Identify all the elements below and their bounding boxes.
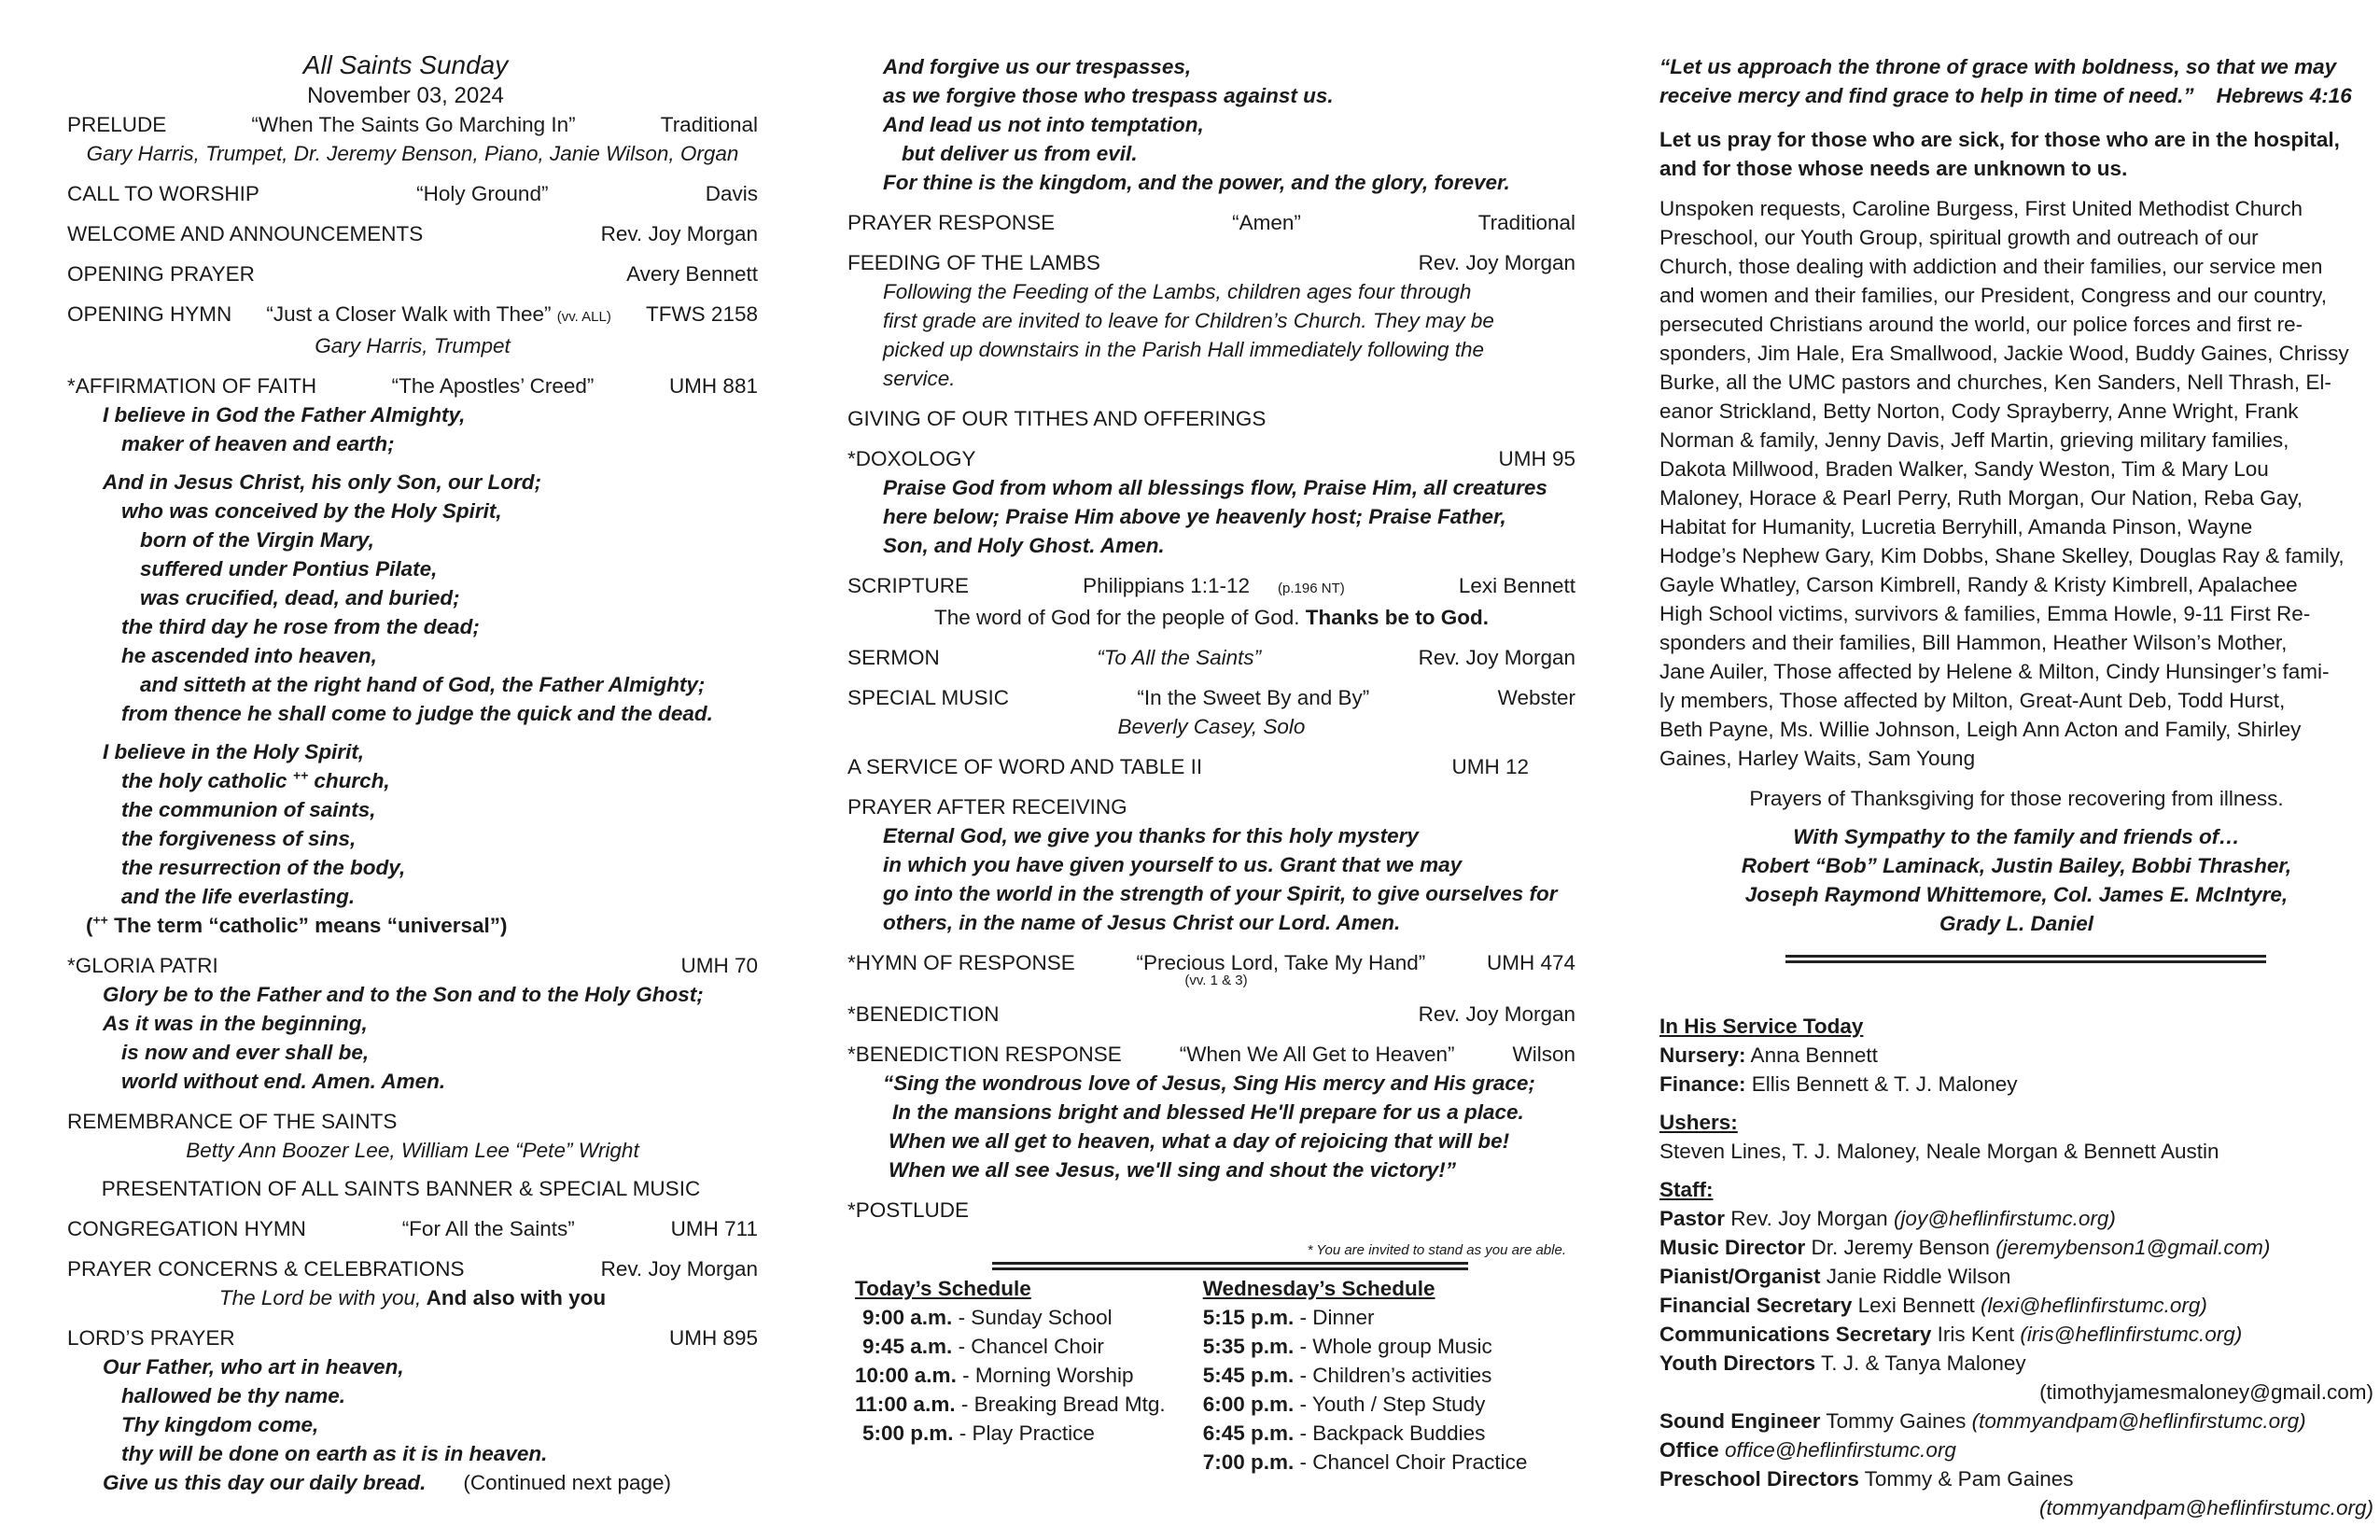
liturgy-call: The Lord be with you, xyxy=(218,1286,422,1309)
gloria-label: *GLORIA PATRI xyxy=(67,954,218,977)
continued-note: (Continued next page) xyxy=(463,1471,672,1494)
scripture-reference: Philippians 1:1-12 xyxy=(1083,574,1251,597)
staff-row xyxy=(1659,1320,2373,1349)
prayer-list-line: persecuted Christians around the world, our police forces and first re- xyxy=(1659,313,2303,336)
role-email: (tommyandpam@heflinfirstumc.org) xyxy=(1971,1409,2306,1433)
opening-hymn-performer: Gary Harris, Trumpet xyxy=(315,334,511,357)
schedule-time: 9:00 a.m. xyxy=(862,1306,953,1329)
role-email: (jeremybenson1@gmail.com) xyxy=(1995,1236,2271,1259)
presentation-heading: PRESENTATION OF ALL SAINTS BANNER & SPECIAL MUSIC xyxy=(101,1177,701,1200)
feeding-row xyxy=(847,248,1575,277)
prayer-list-line: Jane Auiler, Those affected by Helene & Milton, Cindy Hunsinger’s fami- xyxy=(1659,660,2330,683)
list-item xyxy=(1203,1419,1528,1448)
welcome-row xyxy=(67,219,758,248)
service-today-heading: In His Service Today xyxy=(1659,1015,1864,1038)
quote-reference: Hebrews 4:16 xyxy=(2216,84,2352,107)
opening-hymn-title: “Just a Closer Walk with Thee” xyxy=(266,302,552,326)
prelude-title: “When The Saints Go Marching In” xyxy=(251,113,576,136)
sermon-label: SERMON xyxy=(847,646,940,669)
special-music-title: “In the Sweet By and By” xyxy=(1137,686,1370,709)
role-label: Office xyxy=(1659,1438,1719,1462)
doxology-line: Son, and Holy Ghost. Amen. xyxy=(883,534,1165,557)
benediction-response-text xyxy=(847,1069,1575,1184)
prayer-list-line: eanor Strickland, Betty Norton, Cody Sprayberry, Anne Wright, Frank xyxy=(1659,399,2299,423)
thanksgiving-text: Prayers of Thanksgiving for those recovering from illness. xyxy=(1749,787,2284,810)
creed-line: the communion of saints, xyxy=(121,798,376,821)
prayer-after-text xyxy=(847,821,1575,937)
benediction-response-row xyxy=(847,1040,1575,1069)
list-item xyxy=(1203,1361,1528,1390)
prayer-list-line: Maloney, Horace & Pearl Perry, Ruth Morgan, Our Nation, Reba Gay, xyxy=(1659,486,2303,510)
prayer-response-title: “Amen” xyxy=(1232,211,1301,234)
sympathy-block xyxy=(1659,822,2373,938)
hymn-line: In the mansions bright and blessed He'll prepare for us a place. xyxy=(892,1100,1524,1124)
schedule-time: 5:45 p.m. xyxy=(1202,1364,1295,1387)
scripture-reader: Lexi Bennett xyxy=(1458,574,1575,597)
hymn-response-title: “Precious Lord, Take My Hand” xyxy=(1136,951,1426,974)
gloria-line: Glory be to the Father and to the Son and to the Holy Ghost; xyxy=(103,983,704,1006)
schedule-time: 5:00 p.m. xyxy=(862,1421,954,1445)
role-name: Lexi Bennett xyxy=(1852,1294,1981,1317)
prayer-response-label: PRAYER RESPONSE xyxy=(847,211,1056,234)
sympathy-line: Joseph Raymond Whittemore, Col. James E. McIntyre, xyxy=(1744,883,2289,906)
prayer-heading: Let us pray for those who are sick, for those who are in the hospital, and for those whose needs are unknown to us. xyxy=(1659,128,2340,180)
prayer-line: thy will be done on earth as it is in heaven. xyxy=(121,1442,548,1465)
announcements-column xyxy=(1659,52,2373,1522)
prayer-list-line: Dakota Millwood, Braden Walker, Sandy Weston, Tim & Mary Lou xyxy=(1659,457,2269,481)
affirmation-label: *AFFIRMATION OF FAITH xyxy=(67,374,317,398)
prelude-label: PRELUDE xyxy=(67,113,167,136)
word-table-label: A SERVICE OF WORD AND TABLE II xyxy=(847,755,1203,778)
role-name: T. J. & Tanya Maloney xyxy=(1815,1351,2026,1375)
creed-text: church, xyxy=(314,769,390,792)
role-name: Iris Kent xyxy=(1931,1323,2021,1346)
creed-line: And in Jesus Christ, his only Son, our Lord; xyxy=(103,470,542,494)
feeding-leader: Rev. Joy Morgan xyxy=(1418,251,1575,274)
word-table-row xyxy=(847,752,1575,781)
creed-line: I believe in the Holy Spirit, xyxy=(103,740,365,763)
feeding-line: picked up downstairs in the Parish Hall immediately following the xyxy=(883,338,1485,361)
wednesday-schedule xyxy=(1203,1274,1528,1477)
gloria-line: As it was in the beginning, xyxy=(103,1012,368,1035)
role-label: Sound Engineer xyxy=(1659,1409,1821,1433)
special-music-source: Webster xyxy=(1497,686,1575,709)
benediction-leader: Rev. Joy Morgan xyxy=(1418,1002,1575,1026)
staff-row xyxy=(1659,1435,2373,1464)
feeding-line: service. xyxy=(883,367,956,390)
remembrance-names: Betty Ann Boozer Lee, William Lee “Pete” Wright xyxy=(186,1139,639,1162)
schedule-time: 9:45 a.m. xyxy=(862,1335,953,1358)
prayer-list-line: Beth Payne, Ms. Willie Johnson, Leigh Ann Acton and Family, Shirley xyxy=(1659,718,2302,741)
word-table-source: UMH 12 xyxy=(1451,755,1529,778)
prayer-list-line: Hodge’s Nephew Gary, Kim Dobbs, Shane Skelley, Douglas Ray & family, xyxy=(1659,544,2345,567)
creed-line: from thence he shall come to judge the quick and the dead. xyxy=(121,702,713,725)
prelude-row xyxy=(67,110,758,139)
role-label: Pastor xyxy=(1659,1207,1726,1230)
section-divider xyxy=(1785,955,2266,963)
benediction-label: *BENEDICTION xyxy=(847,1002,1000,1026)
creed-line: who was conceived by the Holy Spirit, xyxy=(121,499,502,523)
schedule-time: 5:15 p.m. xyxy=(1202,1306,1295,1329)
ushers-section xyxy=(1659,1108,2373,1166)
sermon-title: “To All the Saints” xyxy=(1097,646,1262,669)
lords-prayer-source: UMH 895 xyxy=(668,1326,758,1350)
gloria-line: world without end. Amen. Amen. xyxy=(121,1070,446,1093)
prayer-list-line: Norman & family, Jenny Davis, Jeff Martin, grieving military families, xyxy=(1659,428,2289,452)
prayer-line: others, in the name of Jesus Christ our Lord. Amen. xyxy=(883,911,1401,934)
sermon-leader: Rev. Joy Morgan xyxy=(1418,646,1575,669)
creed-line: suffered under Pontius Pilate, xyxy=(140,557,438,581)
prayer-line: but deliver us from evil. xyxy=(902,142,1138,165)
doxology-source: UMH 95 xyxy=(1498,447,1575,470)
role-label: Financial Secretary xyxy=(1659,1294,1853,1317)
congregation-hymn-row xyxy=(67,1214,758,1243)
doxology-line: Praise God from whom all blessings flow, Praise Him, all creatures xyxy=(883,476,1547,499)
benediction-response-source: Wilson xyxy=(1512,1043,1575,1066)
doxology-row xyxy=(847,444,1575,473)
opening-hymn-verses: (vv. ALL) xyxy=(556,309,611,325)
role-name: Rev. Joy Morgan xyxy=(1725,1207,1894,1230)
creed-line: the third day he rose from the dead; xyxy=(121,615,480,638)
feeding-line: first grade are invited to leave for Children’s Church. They may be xyxy=(883,309,1494,332)
prayer-list-line: Preschool, our Youth Group, spiritual growth and outreach of our xyxy=(1659,226,2259,249)
schedule-event: - Breaking Bread Mtg. xyxy=(955,1393,1166,1416)
service-date: November 03, 2024 xyxy=(307,83,504,108)
order-of-worship-part-1 xyxy=(67,49,758,1497)
hymn-line: When we all get to heaven, what a day of rejoicing that will be! xyxy=(889,1129,1510,1153)
list-item xyxy=(855,1361,1166,1390)
wednesday-schedule-heading: Wednesday’s Schedule xyxy=(1202,1277,1435,1300)
quote-line-2 xyxy=(1659,81,2373,110)
schedule-event: - Chancel Choir xyxy=(952,1335,1104,1358)
prayer-list xyxy=(1659,194,2373,773)
opening-hymn-source: TFWS 2158 xyxy=(645,302,758,326)
stand-note: * You are invited to stand as you are able. xyxy=(1307,1242,1566,1258)
ushers-heading: Ushers: xyxy=(1659,1111,1738,1134)
ushers-names: Steven Lines, T. J. Maloney, Neale Morgan & Bennett Austin xyxy=(1659,1140,2219,1163)
schedule-event: - Sunday School xyxy=(952,1306,1113,1329)
creed-line: born of the Virgin Mary, xyxy=(140,528,374,552)
creed-stanza-1 xyxy=(67,400,758,458)
schedule-event: - Dinner xyxy=(1294,1306,1375,1329)
prayer-list-line: Unspoken requests, Caroline Burgess, First United Methodist Church xyxy=(1659,197,2303,220)
liturgy-call: The word of God for the people of God. xyxy=(933,606,1300,629)
role-name: Tommy & Pam Gaines xyxy=(1858,1467,2074,1491)
role-label: Nursery: xyxy=(1659,1043,1746,1067)
role-email: (lexi@heflinfirstumc.org) xyxy=(1980,1294,2207,1317)
opening-prayer-row xyxy=(67,259,758,288)
schedule-time: 11:00 a.m. xyxy=(855,1393,956,1416)
creed-line: the forgiveness of sins, xyxy=(121,827,357,850)
today-schedule xyxy=(855,1274,1166,1477)
role-label: Pianist/Organist xyxy=(1659,1265,1821,1288)
staff-row xyxy=(1659,1407,2373,1435)
list-item xyxy=(855,1419,1166,1448)
hymn-line: When we all see Jesus, we'll sing and shout the victory!” xyxy=(889,1158,1457,1182)
hymn-line: “Sing the wondrous love of Jesus, Sing His mercy and His grace; xyxy=(883,1071,1535,1095)
lords-prayer-row xyxy=(67,1323,758,1352)
creed-line: was crucified, dead, and buried; xyxy=(140,586,460,609)
role-email: (timothyjamesmaloney@gmail.com) xyxy=(2039,1380,2373,1404)
scripture-row xyxy=(847,571,1575,603)
hymn-response-source: UMH 474 xyxy=(1486,951,1575,974)
opening-prayer-label: OPENING PRAYER xyxy=(67,262,255,286)
role-name: Tommy Gaines xyxy=(1820,1409,1972,1433)
prayer-list-line: High School victims, survivors & families, Emma Howle, 9-11 First Re- xyxy=(1659,602,2311,625)
schedule-event: - Morning Worship xyxy=(956,1364,1134,1387)
prayer-list-line: Gaines, Harley Waits, Sam Young xyxy=(1659,747,1976,770)
list-item xyxy=(1203,1448,1528,1477)
creed-stanza-2 xyxy=(67,468,758,728)
prayer-list-line: sponders, Jim Hale, Era Smallwood, Jackie Wood, Buddy Gaines, Chrissy xyxy=(1659,342,2349,365)
role-label: Preschool Directors xyxy=(1659,1467,1859,1491)
role-label: Finance: xyxy=(1659,1072,1746,1096)
prayer-after-label: PRAYER AFTER RECEIVING xyxy=(847,795,1127,819)
creed-line: the resurrection of the body, xyxy=(121,856,406,879)
congregation-hymn-title: “For All the Saints” xyxy=(401,1217,575,1240)
staff-row xyxy=(1659,1378,2373,1407)
schedule-event: - Children’s activities xyxy=(1294,1364,1492,1387)
schedule-event: - Whole group Music xyxy=(1294,1335,1492,1358)
creed-line: and the life everlasting. xyxy=(121,885,356,908)
feeding-text xyxy=(847,277,1575,393)
feeding-label: FEEDING OF THE LAMBS xyxy=(847,251,1100,274)
staff-heading: Staff: xyxy=(1659,1178,1714,1201)
creed-footnote xyxy=(67,911,758,940)
sermon-row xyxy=(847,643,1575,672)
role-email: (joy@heflinfirstumc.org) xyxy=(1893,1207,2116,1230)
schedules xyxy=(847,1274,1575,1477)
creed-line-catholic xyxy=(67,766,758,795)
prayer-line: as we forgive those who trespass against us. xyxy=(883,84,1334,107)
list-item xyxy=(1203,1303,1528,1332)
special-music-row xyxy=(847,683,1575,712)
gloria-source: UMH 70 xyxy=(680,954,758,977)
remembrance-label: REMEMBRANCE OF THE SAINTS xyxy=(67,1110,398,1133)
role-name: Anna Bennett xyxy=(1745,1043,1878,1067)
doxology-label: *DOXOLOGY xyxy=(847,447,976,470)
staff-section xyxy=(1659,1175,2373,1522)
footnote-marker: ++ xyxy=(92,912,108,928)
gloria-line: is now and ever shall be, xyxy=(121,1041,370,1064)
footnote-text: The term “catholic” means “universal”) xyxy=(107,914,508,937)
role-label: Youth Directors xyxy=(1659,1351,1816,1375)
welcome-label: WELCOME AND ANNOUNCEMENTS xyxy=(67,222,424,245)
prayer-line: hallowed be thy name. xyxy=(121,1384,346,1407)
staff-row xyxy=(1659,1349,2373,1378)
role-label: Communications Secretary xyxy=(1659,1323,1932,1346)
role-name: Ellis Bennett & T. J. Maloney xyxy=(1745,1072,2018,1096)
prayer-response-row xyxy=(847,208,1575,237)
service-title: All Saints Sunday xyxy=(302,50,509,79)
benediction-row xyxy=(847,1000,1575,1029)
list-item xyxy=(1203,1390,1528,1419)
nursery-line xyxy=(1659,1041,2373,1070)
staff-row xyxy=(1659,1291,2373,1320)
list-item xyxy=(1203,1332,1528,1361)
prayer-line: And forgive us our trespasses, xyxy=(883,55,1192,78)
prayer-concerns-leader: Rev. Joy Morgan xyxy=(600,1257,758,1281)
prayer-list-line: Habitat for Humanity, Lucretia Berryhill, Amanda Pinson, Wayne xyxy=(1659,515,2253,539)
postlude-label: *POSTLUDE xyxy=(847,1198,970,1222)
affirmation-title: “The Apostles’ Creed” xyxy=(391,374,595,398)
doxology-line: here below; Praise Him above ye heavenly host; Praise Father, xyxy=(883,505,1506,528)
prayer-list-line: sponders and their families, Bill Hammon, Heather Wilson’s Mother, xyxy=(1659,631,2288,654)
lords-prayer-label: LORD’S PRAYER xyxy=(67,1326,235,1350)
staff-row xyxy=(1659,1204,2373,1233)
sympathy-line: With Sympathy to the family and friends of… xyxy=(1793,825,2240,848)
schedule-time: 6:45 p.m. xyxy=(1202,1421,1295,1445)
staff-row xyxy=(1659,1262,2373,1291)
special-music-label: SPECIAL MUSIC xyxy=(847,686,1009,709)
role-email: office@heflinfirstumc.org xyxy=(1718,1438,1956,1462)
prelude-source: Traditional xyxy=(660,113,758,136)
list-item xyxy=(855,1303,1166,1332)
prayer-list-line: Burke, all the UMC pastors and churches, Ken Sanders, Nell Thrash, El- xyxy=(1659,371,2331,394)
affirmation-row xyxy=(67,371,758,400)
prayer-response-source: Traditional xyxy=(1477,211,1575,234)
gloria-row xyxy=(67,951,758,980)
staff-row xyxy=(1659,1464,2373,1493)
creed-line: and sitteth at the right hand of God, the Father Almighty; xyxy=(140,673,706,696)
schedule-event: - Youth / Step Study xyxy=(1294,1393,1486,1416)
prayer-line: go into the world in the strength of your Spirit, to give ourselves for xyxy=(883,882,1558,905)
liturgy-response: Thanks be to God. xyxy=(1299,606,1489,629)
benediction-response-title: “When We All Get to Heaven” xyxy=(1179,1043,1455,1066)
order-of-worship-part-2 xyxy=(847,52,1575,1477)
prayer-line: Eternal God, we give you thanks for this holy mystery xyxy=(883,824,1419,847)
role-email: (iris@heflinfirstumc.org) xyxy=(2020,1323,2243,1346)
prayer-list-line: Gayle Whatley, Carson Kimbrell, Randy & Kristy Kimbrell, Apalachee xyxy=(1659,573,2298,596)
creed-stanza-3 xyxy=(67,737,758,911)
prayer-line: And lead us not into temptation, xyxy=(883,113,1204,136)
call-to-worship-label: CALL TO WORSHIP xyxy=(67,182,259,205)
list-item xyxy=(855,1332,1166,1361)
schedule-time: 10:00 a.m. xyxy=(855,1364,957,1387)
schedule-event: - Chancel Choir Practice xyxy=(1294,1450,1528,1474)
creed-line: I believe in God the Father Almighty, xyxy=(103,403,466,427)
prayer-concerns-label: PRAYER CONCERNS & CELEBRATIONS xyxy=(67,1257,465,1281)
prayer-line: For thine is the kingdom, and the power, and the glory, forever. xyxy=(883,171,1510,194)
role-name: Janie Riddle Wilson xyxy=(1820,1265,2011,1288)
prelude-performers: Gary Harris, Trumpet, Dr. Jeremy Benson, Piano, Janie Wilson, Organ xyxy=(86,142,739,165)
hymn-response-verses: (vv. 1 & 3) xyxy=(1184,973,1248,988)
prayer-list-line: Church, those dealing with addiction and their families, our service men xyxy=(1659,255,2323,278)
staff-row xyxy=(1659,1233,2373,1262)
sympathy-line: Grady L. Daniel xyxy=(1939,912,2094,935)
sympathy-line: Robert “Bob” Laminack, Justin Bailey, Bobbi Thrasher, xyxy=(1741,854,2292,877)
feeding-line: Following the Feeding of the Lambs, children ages four through xyxy=(883,280,1472,303)
schedule-time: 5:35 p.m. xyxy=(1202,1335,1295,1358)
doxology-text xyxy=(847,473,1575,560)
congregation-hymn-source: UMH 711 xyxy=(670,1217,758,1240)
scripture-quote xyxy=(1659,52,2373,110)
schedule-divider xyxy=(992,1262,1468,1270)
opening-hymn-label: OPENING HYMN xyxy=(67,302,232,326)
staff-row xyxy=(1659,1493,2373,1522)
hymn-response-label: *HYMN OF RESPONSE xyxy=(847,951,1075,974)
opening-hymn-row xyxy=(67,300,758,331)
role-label: Music Director xyxy=(1659,1236,1806,1259)
prayer-list-line: ly members, Those affected by Milton, Great-Aunt Deb, Todd Hurst, xyxy=(1659,689,2286,712)
scripture-response xyxy=(847,603,1575,632)
finance-line xyxy=(1659,1070,2373,1099)
special-music-performer: Beverly Casey, Solo xyxy=(1117,715,1306,738)
call-to-worship-row xyxy=(67,179,758,208)
schedule-event: - Backpack Buddies xyxy=(1294,1421,1486,1445)
schedule-time: 6:00 p.m. xyxy=(1202,1393,1295,1416)
prayer-text: Give us this day our daily bread. xyxy=(103,1471,427,1494)
prayer-concerns-row xyxy=(67,1254,758,1283)
affirmation-source: UMH 881 xyxy=(668,374,758,398)
creed-line: he ascended into heaven, xyxy=(121,644,377,667)
footnote-paren: ( xyxy=(86,914,93,937)
opening-prayer-leader: Avery Bennett xyxy=(626,262,758,286)
lords-prayer-continued xyxy=(847,52,1575,197)
role-email: (tommyandpam@heflinfirstumc.org) xyxy=(2039,1496,2373,1519)
quote-line: “Let us approach the throne of grace with boldness, so that we may xyxy=(1659,55,2337,78)
creed-line: maker of heaven and earth; xyxy=(121,432,395,455)
service-today-section xyxy=(1659,1012,2373,1099)
prayer-line: Our Father, who art in heaven, xyxy=(103,1355,404,1379)
prayer-line: Thy kingdom come, xyxy=(121,1413,319,1436)
prayer-concerns-response xyxy=(67,1283,758,1312)
today-schedule-heading: Today’s Schedule xyxy=(855,1277,1031,1300)
congregation-hymn-label: CONGREGATION HYMN xyxy=(67,1217,306,1240)
call-to-worship-source: Davis xyxy=(705,182,758,205)
liturgy-response: And also with you xyxy=(421,1286,607,1309)
schedule-event: - Play Practice xyxy=(953,1421,1095,1445)
schedule-time: 7:00 p.m. xyxy=(1202,1450,1295,1474)
scripture-label: SCRIPTURE xyxy=(847,574,970,597)
call-to-worship-title: “Holy Ground” xyxy=(416,182,549,205)
lords-prayer-text xyxy=(67,1352,758,1497)
creed-text: the holy catholic xyxy=(121,769,287,792)
gloria-text xyxy=(67,980,758,1096)
giving-label: GIVING OF OUR TITHES AND OFFERINGS xyxy=(847,407,1267,430)
prayer-line xyxy=(67,1468,758,1497)
prayer-line: in which you have given yourself to us. Grant that we may xyxy=(883,853,1463,876)
list-item xyxy=(855,1390,1166,1419)
welcome-leader: Rev. Joy Morgan xyxy=(600,222,758,245)
role-name: Dr. Jeremy Benson xyxy=(1805,1236,1996,1259)
benediction-response-label: *BENEDICTION RESPONSE xyxy=(847,1043,1122,1066)
prayer-list-line: and women and their families, our President, Congress and our country, xyxy=(1659,284,2327,307)
footnote-marker: ++ xyxy=(292,767,309,783)
scripture-page: (p.196 NT) xyxy=(1278,581,1345,596)
quote-text: receive mercy and find grace to help in time of need.” xyxy=(1659,84,2194,107)
